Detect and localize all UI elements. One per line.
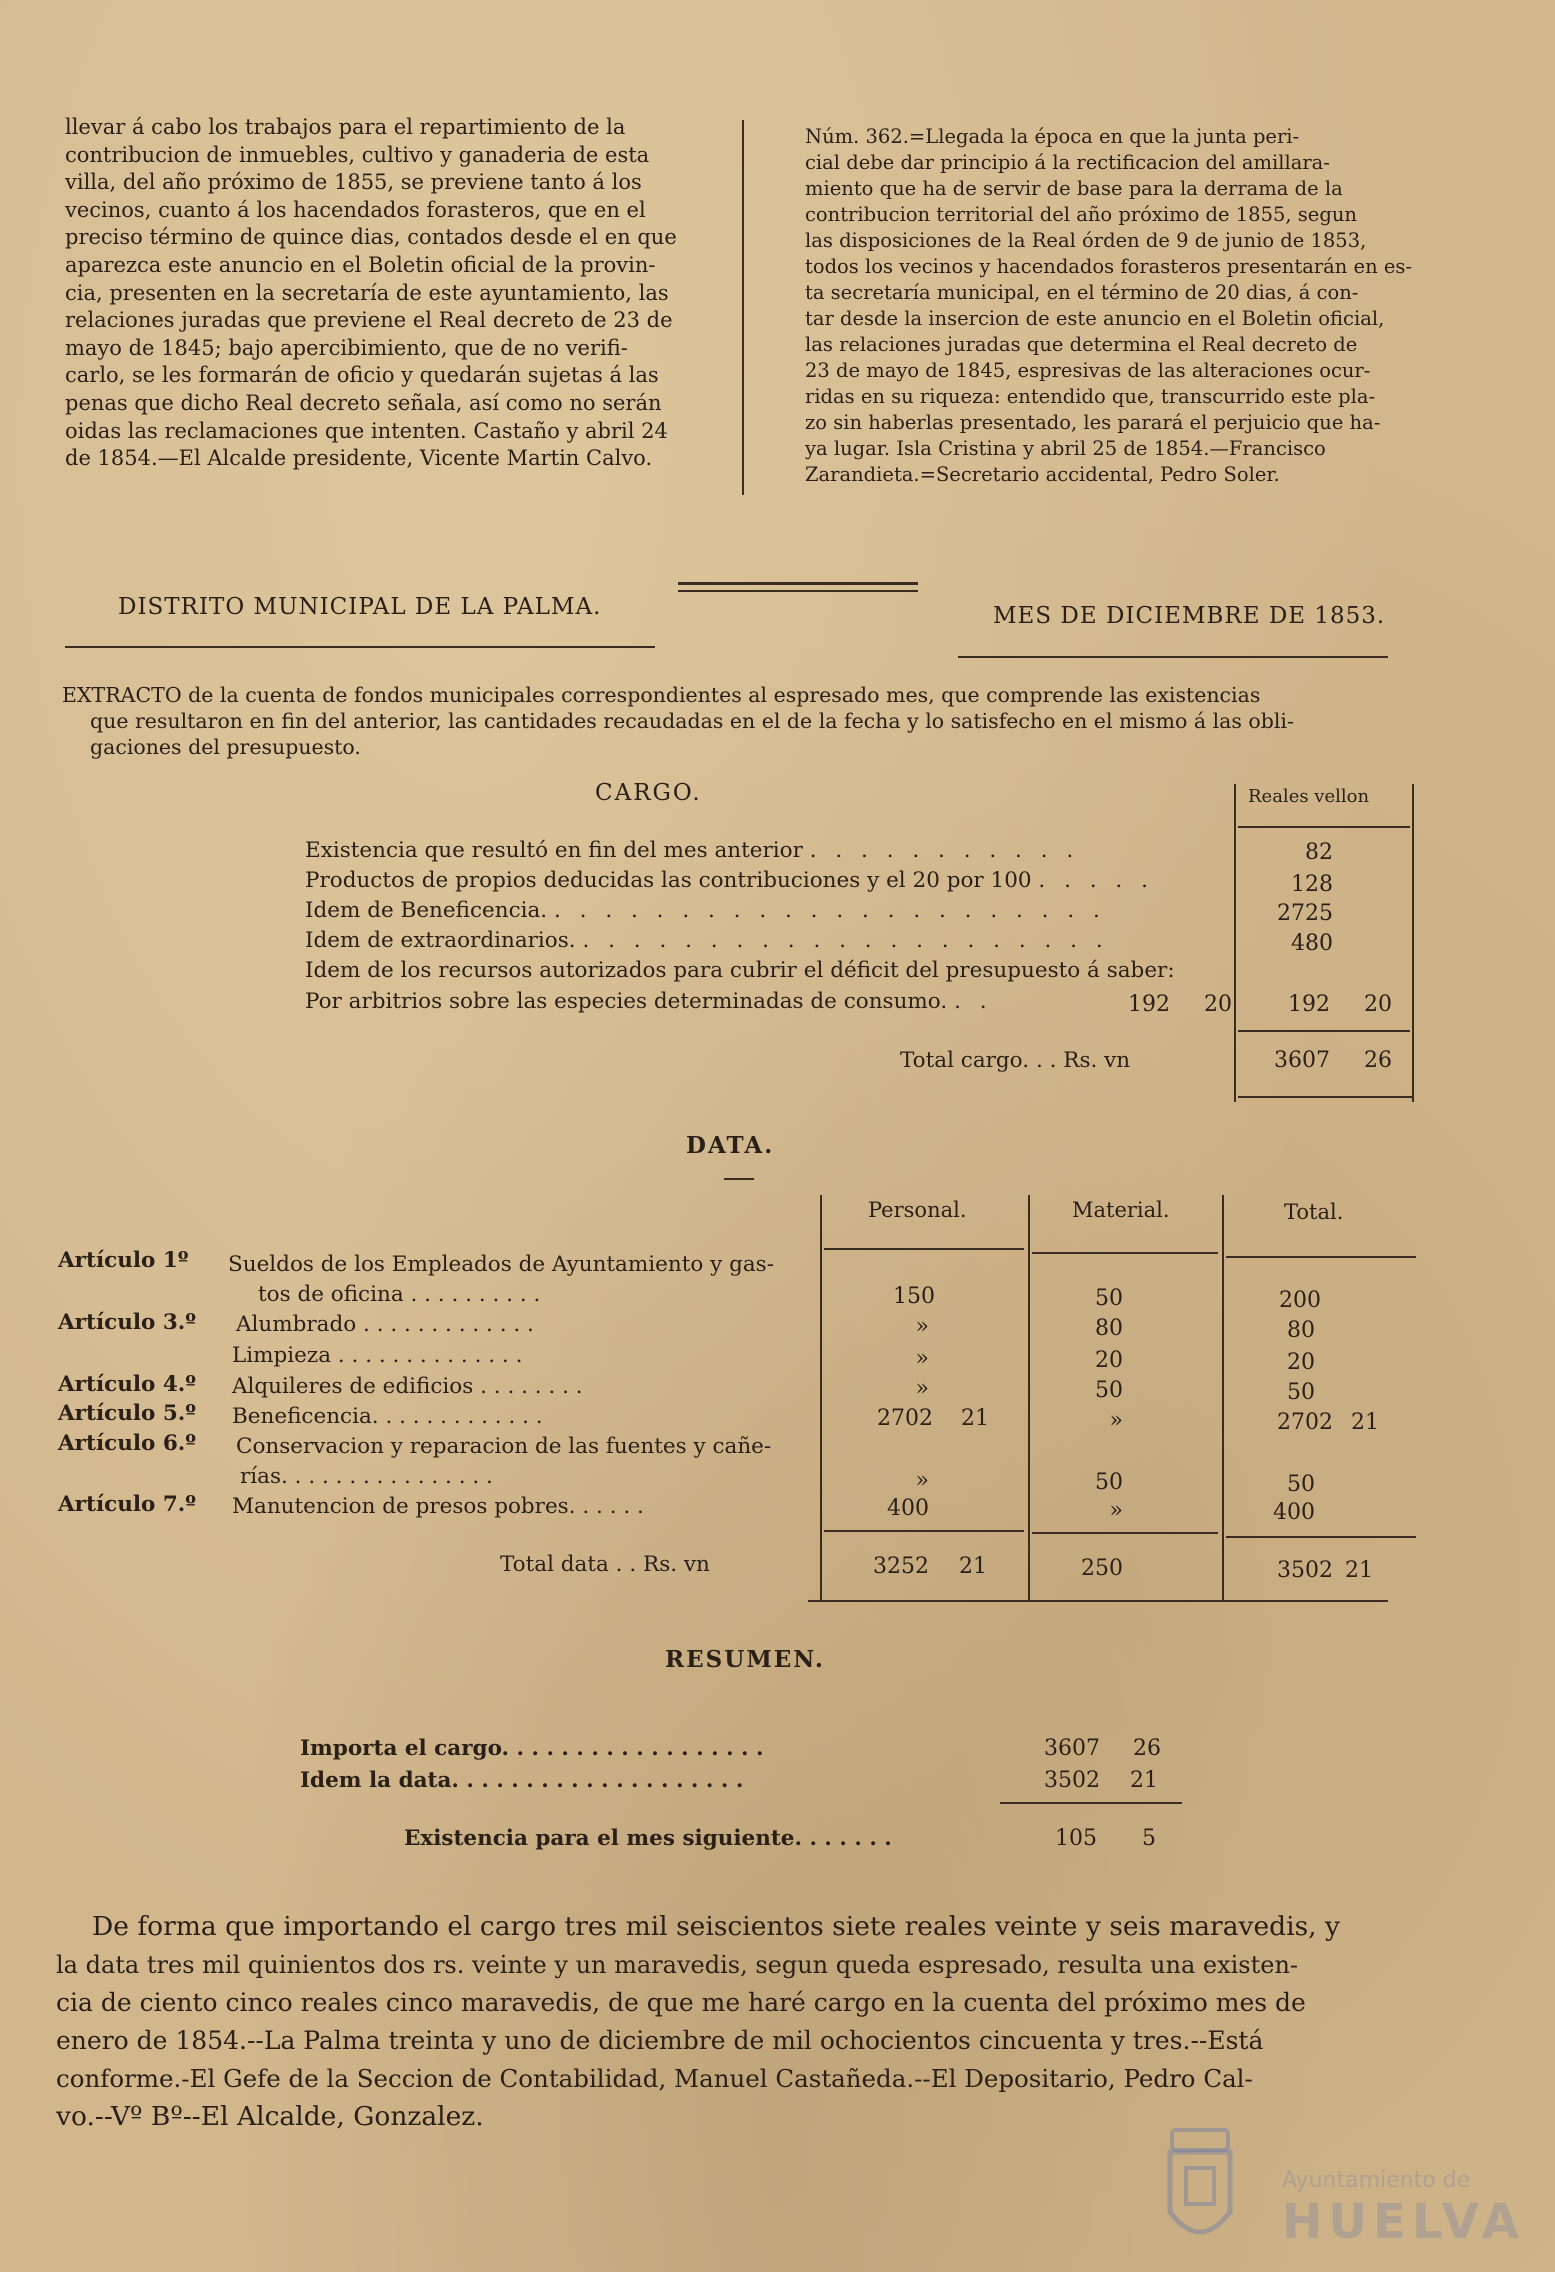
cargo-row-label: Idem de Beneficencia. (305, 898, 548, 923)
cargo-rule-right (1412, 784, 1414, 1102)
resumen-existencia-label: Existencia para el mes siguiente. . . . . . . (404, 1826, 892, 1851)
notice-right-line: tar desde la insercion de este anuncio en el Boletin oficial, (805, 307, 1385, 330)
notice-left-line: relaciones juradas que previene el Real decreto de 23 de (65, 308, 673, 333)
cargo-row-subcents: 20 (1204, 992, 1232, 1017)
month-heading: MES DE DICIEMBRE DE 1853. (993, 603, 1386, 629)
notice-left-line: oidas las reclamaciones que intenten. Castaño y abril 24 (65, 418, 668, 443)
cargo-total-cents: 26 (1364, 1048, 1392, 1073)
closing-line: enero de 1854.--La Palma treinta y uno de diciembre de mil ochocientos cincuenta y tres.--Está (56, 2026, 1264, 2055)
cargo-row-subvalue: 192 (1128, 992, 1170, 1017)
data-col-rule (1222, 1195, 1224, 1600)
watermark-text-top: Ayuntamiento de (1282, 2168, 1471, 2193)
extract-line: gaciones del presupuesto. (90, 735, 361, 759)
cargo-row (305, 958, 1175, 983)
district-heading: DISTRITO MUNICIPAL DE LA PALMA. (118, 594, 602, 620)
notice-right-line: contribucion territorial del año próximo de 1855, segun (805, 203, 1357, 226)
column-divider (742, 120, 744, 495)
notice-right-line: las disposiciones de la Real órden de 9 de junio de 1853, (805, 229, 1367, 252)
data-row-personal-cents: 21 (961, 1406, 989, 1431)
notice-right-line: Zarandieta.=Secretario accidental, Pedro Soler. (805, 463, 1280, 486)
data-row-label: Limpieza . . . . . . . . . . . . . . (232, 1343, 523, 1368)
huelva-crest-icon (1150, 2112, 1250, 2262)
data-row-material: 50 (1095, 1470, 1123, 1495)
data-row-material: » (1109, 1408, 1123, 1433)
resumen-row-label: Importa el cargo. . . . . . . . . . . . . . . . . . (300, 1736, 764, 1761)
closing-line: De forma que importando el cargo tres mil seiscientos siete reales veinte y seis maravedis, y (92, 1911, 1340, 1942)
data-header-personal: Personal. (868, 1198, 967, 1222)
data-total-material: 250 (1081, 1556, 1123, 1581)
cargo-row (305, 898, 1106, 923)
data-row-total: 50 (1287, 1380, 1315, 1405)
data-total (500, 1552, 710, 1577)
cargo-row-label: Existencia que resultó en fin del mes anterior (305, 838, 803, 863)
data-row-personal: » (915, 1346, 929, 1371)
data-row-total: 400 (1273, 1500, 1315, 1525)
closing-line: vo.--Vº Bº--El Alcalde, Gonzalez. (56, 2101, 484, 2132)
cargo-total-value: 3607 (1274, 1048, 1330, 1073)
cargo-row-dots: . . . . . . . . . . . . . . . . . . . . . . (553, 898, 1106, 923)
cargo-total-label: Total cargo. (900, 1048, 1030, 1073)
cargo-row (305, 928, 1109, 953)
data-article: Artículo 1º (58, 1248, 189, 1273)
notice-right-line: cial debe dar principio á la rectificacion del amillara- (805, 151, 1330, 174)
cargo-row-value: 480 (1291, 931, 1333, 956)
resumen-row-value: 3502 (1044, 1768, 1100, 1793)
data-row-total: 50 (1287, 1472, 1315, 1497)
watermark-text-bottom: HUELVA (1282, 2194, 1525, 2250)
data-header-rule (1032, 1252, 1218, 1254)
data-row-label: Conservacion y reparacion de las fuentes y cañe- (236, 1434, 772, 1459)
resumen-row-label: Idem la data. . . . . . . . . . . . . . . . . . . . (300, 1768, 744, 1793)
data-sum-rule (824, 1530, 1024, 1532)
data-total-personal-cents: 21 (959, 1554, 987, 1579)
cargo-row-label: Idem de los recursos autorizados para cubrir el déficit del presupuesto á saber: (305, 958, 1175, 983)
closing-line: la data tres mil quinientos dos rs. veinte y un maravedis, segun queda espresado, resulta una existen- (56, 1951, 1299, 1979)
data-row-personal: » (915, 1314, 929, 1339)
data-article: Artículo 5.º (58, 1401, 197, 1426)
data-row-total: 20 (1287, 1350, 1315, 1375)
data-header-total: Total. (1284, 1200, 1344, 1224)
data-total-personal: 3252 (873, 1554, 929, 1579)
cargo-row-label: Por arbitrios sobre las especies determinadas de consumo. (305, 989, 948, 1014)
cargo-row-value: 82 (1305, 840, 1333, 865)
cargo-sum-rule (1238, 1030, 1410, 1032)
data-total-label: Total data (500, 1552, 609, 1577)
data-article: Artículo 4.º (58, 1372, 197, 1397)
data-col-rule (1028, 1195, 1030, 1600)
notice-right-line: ya lugar. Isla Cristina y abril 25 de 1854.—Francisco (805, 437, 1326, 460)
notice-left-line: penas que dicho Real decreto señala, así como no serán (65, 390, 662, 415)
resumen-row-value: 3607 (1044, 1736, 1100, 1761)
section-rule (678, 590, 918, 592)
notice-left-line: de 1854.—El Alcalde presidente, Vicente Martin Calvo. (65, 446, 653, 471)
data-row-personal: 2702 (877, 1406, 933, 1431)
data-total-unit: . . Rs. vn (615, 1552, 710, 1577)
data-row-label: rías. . . . . . . . . . . . . . . . (240, 1464, 493, 1489)
data-row-personal: 150 (893, 1284, 935, 1309)
notice-left-line: carlo, se les formarán de oficio y quedarán sujetas á las (65, 363, 659, 388)
data-article: Artículo 3.º (58, 1310, 197, 1335)
data-col-rule (820, 1195, 822, 1600)
cargo-row (305, 838, 1079, 863)
cargo-header-rule (1238, 826, 1410, 828)
cargo-row-label: Idem de extraordinarios. (305, 928, 576, 953)
closing-line: conforme.-El Gefe de la Seccion de Contabilidad, Manuel Castañeda.--El Depositario, Pedro Cal- (56, 2064, 1253, 2093)
heading-underline (65, 646, 655, 648)
notice-left-line: mayo de 1845; bajo apercibimiento, que de no verifi- (65, 335, 628, 360)
closing-line: cia de ciento cinco reales cinco maravedis, de que me haré cargo en la cuenta del próximo mes de (56, 1988, 1306, 2017)
cargo-title: CARGO. (595, 780, 702, 806)
resumen-row-cents: 21 (1130, 1768, 1158, 1793)
data-sum-rule (1226, 1536, 1416, 1538)
notice-right-line: 23 de mayo de 1845, espresivas de las alteraciones ocur- (805, 359, 1371, 382)
data-header-rule (824, 1248, 1024, 1250)
cargo-total-unit: . . Rs. vn (1035, 1048, 1131, 1073)
data-row-personal: 400 (887, 1496, 929, 1521)
notice-left-line: villa, del año próximo de 1855, se previene tanto á los (65, 170, 642, 195)
data-row-material: 20 (1095, 1348, 1123, 1373)
data-row-label: Alumbrado . . . . . . . . . . . . . (236, 1312, 534, 1337)
data-row-material: 50 (1095, 1286, 1123, 1311)
data-row-total-cents: 21 (1351, 1410, 1379, 1435)
data-row-personal: » (915, 1376, 929, 1401)
data-row-total: 80 (1287, 1318, 1315, 1343)
section-rule (678, 582, 918, 585)
data-row-label: tos de oficina . . . . . . . . . . (258, 1282, 541, 1307)
data-row-material: 50 (1095, 1378, 1123, 1403)
data-row-label: Manutencion de presos pobres. . . . . . (232, 1494, 644, 1519)
notice-left-line: aparezca este anuncio en el Boletin oficial de la provin- (65, 252, 656, 277)
notice-right-line: zo sin haberlas presentado, les parará el perjuicio que ha- (805, 411, 1381, 434)
cargo-row (305, 989, 993, 1014)
cargo-total (900, 1048, 1130, 1073)
cargo-rule-left (1234, 784, 1236, 1102)
data-row-label: Beneficencia. . . . . . . . . . . . . (232, 1404, 543, 1429)
data-row-label: Alquileres de edificios . . . . . . . . (232, 1374, 583, 1399)
resumen-existencia-cents: 5 (1142, 1826, 1156, 1851)
data-total-total-cents: 21 (1345, 1558, 1373, 1583)
closing-paragraph (56, 1908, 1416, 2136)
resumen-rule (1000, 1802, 1182, 1804)
notice-right-line: todos los vecinos y hacendados forasteros presentarán en es- (805, 255, 1412, 278)
data-title: DATA. (686, 1132, 775, 1159)
data-row-total: 2702 (1277, 1410, 1333, 1435)
cargo-row-value: 2725 (1277, 901, 1333, 926)
data-total-total: 3502 (1277, 1558, 1333, 1583)
cargo-column-header: Reales vellon (1248, 786, 1370, 807)
cargo-row-dots: . . (954, 989, 993, 1014)
cargo-row-value: 192 (1288, 992, 1330, 1017)
notice-left-line: preciso término de quince dias, contados desde el en que (65, 225, 677, 250)
data-sum-rule (1032, 1532, 1218, 1534)
cargo-row-label: Productos de propios deducidas las contribuciones y el 20 por 100 (305, 868, 1032, 893)
data-title-rule (724, 1178, 754, 1180)
data-row-material: 80 (1095, 1316, 1123, 1341)
notice-left (65, 114, 685, 473)
notice-right-line: ta secretaría municipal, en el término de 20 dias, á con- (805, 281, 1359, 304)
cargo-row-cents: 20 (1364, 992, 1392, 1017)
notice-right (805, 124, 1425, 488)
cargo-bottom-rule (1238, 1096, 1412, 1098)
cargo-row-dots: . . . . . . . . . . . . . . . . . . . . . (582, 928, 1109, 953)
extract-paragraph (62, 682, 1432, 760)
notice-right-line: Núm. 362.=Llegada la época en que la junta peri- (805, 125, 1300, 148)
data-row-total: 200 (1279, 1288, 1321, 1313)
data-row-material: » (1109, 1498, 1123, 1523)
notice-right-line: miento que ha de servir de base para la derrama de la (805, 177, 1343, 200)
data-bottom-rule (808, 1600, 1388, 1602)
notice-right-line: las relaciones juradas que determina el Real decreto de (805, 333, 1358, 356)
cargo-row (305, 868, 1154, 893)
cargo-row-dots: . . . . . (1038, 868, 1154, 893)
cargo-row-value: 128 (1291, 872, 1333, 897)
data-article: Artículo 7.º (58, 1492, 197, 1517)
extract-line: que resultaron en fin del anterior, las cantidades recaudadas en el de la fecha y lo satisfecho en el mismo á las obli- (90, 709, 1294, 733)
data-row-label: Sueldos de los Empleados de Ayuntamiento y gas- (228, 1252, 774, 1277)
data-row-personal: » (915, 1468, 929, 1493)
cargo-row-dots: . . . . . . . . . . . (809, 838, 1080, 863)
notice-right-line: ridas en su riqueza: entendido que, transcurrido este pla- (805, 385, 1376, 408)
notice-left-line: vecinos, cuanto á los hacendados forasteros, que en el (65, 197, 646, 222)
data-article: Artículo 6.º (58, 1431, 197, 1456)
resumen-existencia-value: 105 (1055, 1826, 1097, 1851)
resumen-title: RESUMEN. (665, 1646, 825, 1673)
data-header-rule (1226, 1256, 1416, 1258)
heading-underline (958, 656, 1388, 658)
notice-left-line: llevar á cabo los trabajos para el repartimiento de la (65, 115, 626, 139)
resumen-row-cents: 26 (1133, 1736, 1161, 1761)
extract-line: EXTRACTO de la cuenta de fondos municipales correspondientes al espresado mes, que comprende las existencias (62, 683, 1261, 707)
notice-left-line: cia, presenten en la secretaría de este ayuntamiento, las (65, 280, 669, 305)
data-header-material: Material. (1072, 1198, 1170, 1222)
notice-left-line: contribucion de inmuebles, cultivo y ganaderia de esta (65, 142, 650, 167)
